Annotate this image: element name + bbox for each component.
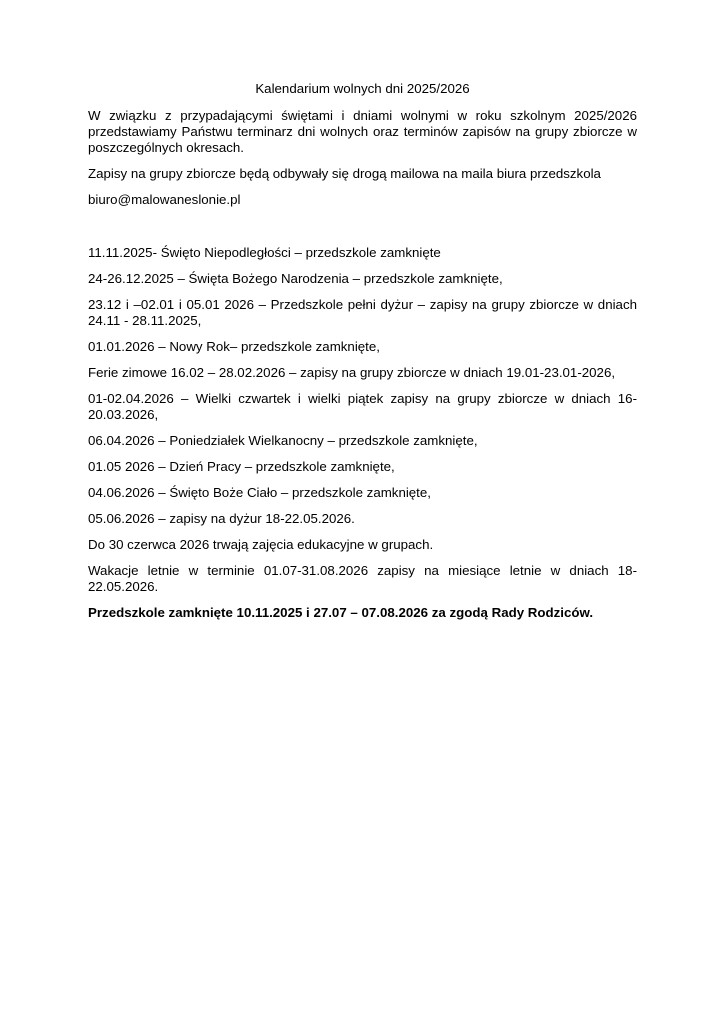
entry-new-year: 01.01.2026 – Nowy Rok– przedszkole zamknięte, bbox=[88, 339, 380, 354]
entry-duty-signup: 05.06.2026 – zapisy na dyżur 18-22.05.2026. bbox=[88, 511, 355, 526]
email-address: biuro@malowaneslonie.pl bbox=[88, 192, 241, 207]
email-note: Zapisy na grupy zbiorcze będą odbywały się drogą mailowa na maila biura przedszkola bbox=[88, 166, 601, 181]
entry-summer-holidays: Wakacje letnie w terminie 01.07-31.08.2026 zapisy na miesiące letnie w dniach 18-22.05.2026. bbox=[88, 563, 637, 594]
closing-note: Przedszkole zamknięte 10.11.2025 i 27.07 – 07.08.2026 za zgodą Rady Rodziców. bbox=[88, 605, 594, 620]
entry-winter-break: Ferie zimowe 16.02 – 28.02.2026 – zapisy na grupy zbiorcze w dniach 19.01-23.01-2026, bbox=[88, 365, 616, 380]
entry-corpus-christi: 04.06.2026 – Święto Boże Ciało – przedszkole zamknięte, bbox=[88, 485, 431, 500]
blank-line bbox=[88, 218, 637, 245]
entry-labour-day: 01.05 2026 – Dzień Pracy – przedszkole zamknięte, bbox=[88, 459, 395, 474]
entry-independence-day: 11.11.2025- Święto Niepodległości – przedszkole zamknięte bbox=[88, 245, 441, 260]
document-title: Kalendarium wolnych dni 2025/2026 bbox=[255, 81, 470, 96]
document-content bbox=[88, 81, 637, 631]
entry-easter-monday: 06.04.2026 – Poniedziałek Wielkanocny – przedszkole zamknięte, bbox=[88, 433, 478, 448]
entry-classes-end: Do 30 czerwca 2026 trwają zajęcia edukacyjne w grupach. bbox=[88, 537, 434, 552]
entry-holiday-duty: 23.12 i –02.01 i 05.01 2026 – Przedszkole pełni dyżur – zapisy na grupy zbiorcze w dniach 24.11 - 28.11.2025, bbox=[88, 297, 637, 328]
entry-easter-thursday-friday: 01-02.04.2026 – Wielki czwartek i wielki piątek zapisy na grupy zbiorcze w dniach 16-20.03.2026, bbox=[88, 391, 637, 422]
intro-paragraph: W związku z przypadającymi świętami i dniami wolnymi w roku szkolnym 2025/2026 przedstawiamy Państwu terminarz dni wolnych oraz terminów zapisów na grupy zbiorcze w poszczególnych okresach. bbox=[88, 108, 637, 155]
entry-christmas: 24-26.12.2025 – Święta Bożego Narodzenia – przedszkole zamknięte, bbox=[88, 271, 503, 286]
